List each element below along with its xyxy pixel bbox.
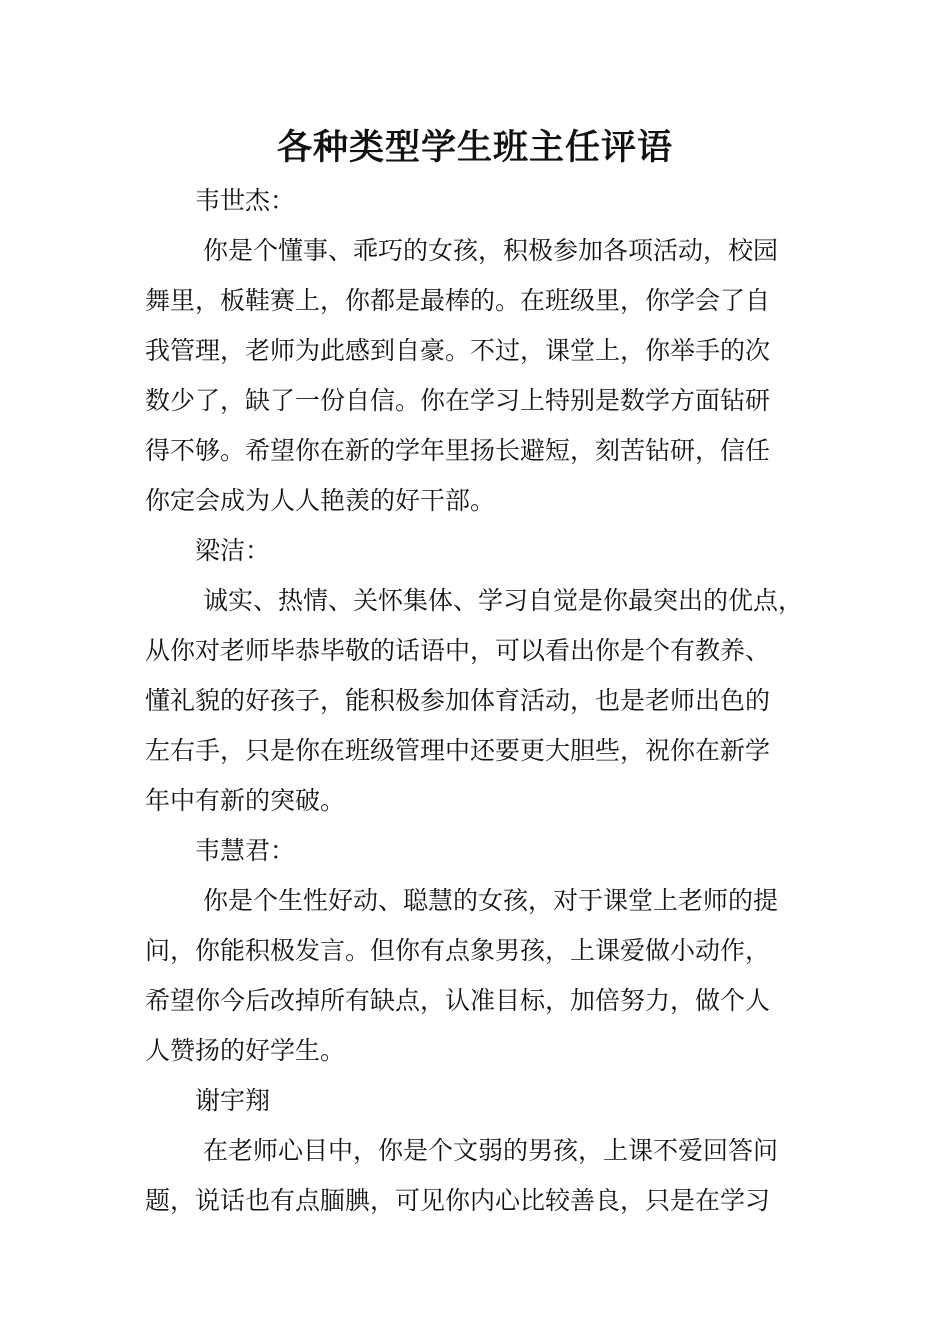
student-comment bbox=[145, 1126, 810, 1226]
comment-line: 诚实、热情、关怀集体、学习自觉是你最突出的优点， bbox=[203, 586, 804, 615]
comment-line: 希望你今后改掉所有缺点，认准目标，加倍努力，做个人 bbox=[145, 986, 771, 1015]
comment-line: 人赞扬的好学生。 bbox=[145, 1036, 346, 1065]
comment-line: 你定会成为人人艳羡的好干部。 bbox=[145, 486, 496, 515]
comment-line: 得不够。希望你在新的学年里扬长避短，刻苦钻研，信任 bbox=[145, 436, 771, 465]
comment-line: 你是个生性好动、聪慧的女孩，对于课堂上老师的提 bbox=[203, 886, 779, 915]
student-name: 梁洁： bbox=[195, 536, 271, 565]
student-comment bbox=[145, 576, 810, 826]
comment-line: 数少了，缺了一份自信。你在学习上特别是数学方面钻研 bbox=[145, 386, 771, 415]
student-name: 韦世杰： bbox=[195, 186, 296, 215]
comment-line: 我管理，老师为此感到自豪。不过，课堂上，你举手的次 bbox=[145, 336, 771, 365]
comment-line: 在老师心目中，你是个文弱的男孩，上课不爱回答问 bbox=[203, 1136, 779, 1165]
student-comment bbox=[145, 226, 810, 526]
comment-line: 问，你能积极发言。但你有点象男孩，上课爱做小动作， bbox=[145, 936, 771, 965]
comment-line: 从你对老师毕恭毕敬的话语中，可以看出你是个有教养、 bbox=[145, 636, 771, 665]
comment-line: 左右手，只是你在班级管理中还要更大胆些，祝你在新学 bbox=[145, 736, 771, 765]
comment-line: 舞里，板鞋赛上，你都是最棒的。在班级里，你学会了自 bbox=[145, 286, 771, 315]
document-title: 各种类型学生班主任评语 bbox=[276, 128, 673, 168]
student-name: 谢宇翔 bbox=[195, 1086, 271, 1115]
comment-line: 你是个懂事、乖巧的女孩，积极参加各项活动，校园 bbox=[203, 236, 779, 265]
document-body bbox=[145, 176, 810, 1226]
student-comment bbox=[145, 876, 810, 1076]
comment-line: 题，说话也有点腼腆，可见你内心比较善良，只是在学习 bbox=[145, 1186, 771, 1215]
comment-line: 年中有新的突破。 bbox=[145, 786, 346, 815]
student-name: 韦慧君： bbox=[195, 836, 296, 865]
comment-line: 懂礼貌的好孩子，能积极参加体育活动，也是老师出色的 bbox=[145, 686, 771, 715]
